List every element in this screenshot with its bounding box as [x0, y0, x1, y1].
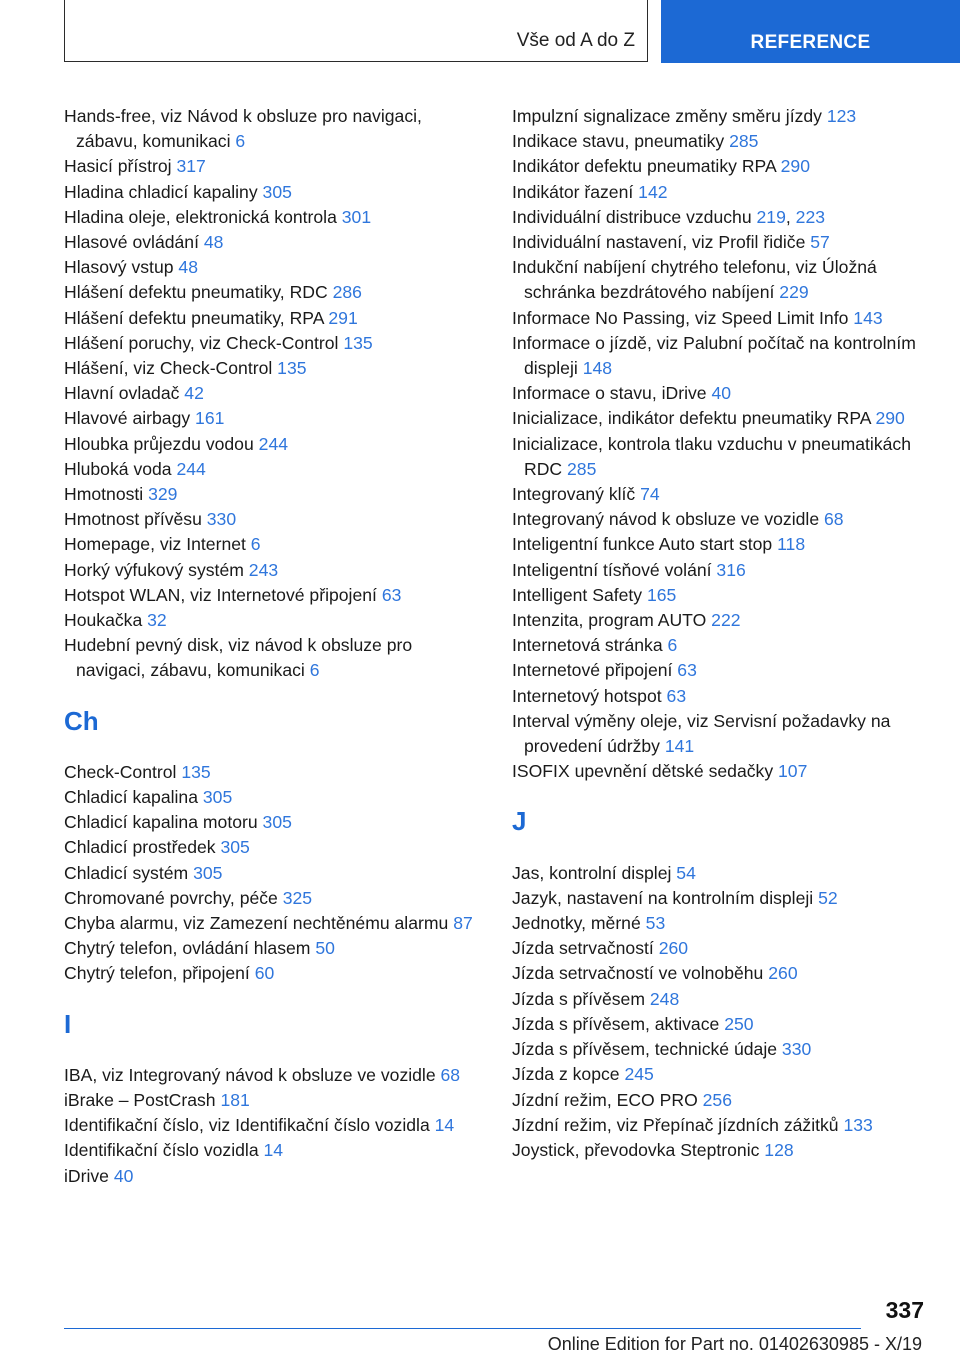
index-entry	[64, 331, 484, 356]
index-entry-text: Jas, kontrolní displej	[512, 862, 672, 883]
index-entry	[64, 961, 484, 986]
index-entry-text: Hlášení defektu pneumatiky, RPA	[64, 307, 324, 328]
index-entry-text: iBrake – PostCrash	[64, 1090, 216, 1111]
index-entry-text: Jízda z kopce	[512, 1064, 620, 1085]
index-entry	[512, 230, 922, 255]
index-entry	[512, 658, 922, 683]
index-entry	[512, 911, 922, 936]
index-entry-text: Jízdní režim, ECO PRO	[512, 1089, 698, 1110]
page-link[interactable]: 74	[640, 484, 660, 505]
index-entry	[512, 1138, 922, 1163]
index-entry-text: Jízda setrvačností	[512, 938, 654, 959]
page-link[interactable]: 223	[795, 206, 826, 227]
index-entry-text: Jazyk, nastavení na kontrolním displeji	[512, 887, 814, 908]
index-entry	[64, 205, 484, 230]
page-link[interactable]: 286	[332, 282, 362, 303]
index-entry-text: Jednotky, měrné	[512, 913, 641, 934]
page-link[interactable]: 260	[658, 938, 689, 959]
page-link[interactable]: 229	[779, 282, 809, 303]
index-entry-text: Indikace stavu, pneumatiky	[512, 131, 725, 152]
index-entry	[512, 633, 922, 658]
index-entry-text: Intelligent Safety	[512, 584, 643, 605]
page-link[interactable]: 291	[328, 307, 358, 328]
page-link[interactable]: 52	[818, 887, 838, 908]
index-entry	[64, 154, 484, 179]
page-number: 337	[885, 1297, 924, 1323]
index-entry	[64, 760, 484, 785]
page-link[interactable]: 87	[453, 913, 473, 934]
page-link[interactable]: 135	[181, 761, 211, 782]
index-entry-text: Informace No Passing, viz Speed Limit Info	[512, 307, 849, 328]
index-entry-text: Jízda s přívěsem, technické údaje	[512, 1039, 778, 1060]
index-entry	[64, 558, 484, 583]
page-link[interactable]: 63	[666, 685, 687, 706]
index-entry-text: Integrovaný klíč	[512, 484, 636, 505]
index-entry-text: Chyba alarmu, viz Zamezení nechtěnému alarmu	[64, 913, 449, 934]
page-link[interactable]: 219	[756, 206, 786, 227]
index-entry-text: Chytrý telefon, připojení	[64, 963, 250, 984]
page-link[interactable]: 48	[203, 232, 224, 253]
page-link[interactable]: 305	[262, 181, 292, 202]
page-link[interactable]: 290	[780, 156, 810, 177]
index-entry-text: Inicializace, indikátor defektu pneumatiky RPA	[512, 408, 871, 429]
index-entry	[512, 1113, 922, 1138]
page-link[interactable]: 40	[113, 1165, 134, 1186]
index-entry-text: Hladina oleje, elektronická kontrola	[64, 206, 337, 227]
index-entry	[64, 835, 484, 860]
index-entry-text: Internetové připojení	[512, 660, 673, 681]
page-link[interactable]: 305	[193, 862, 223, 883]
index-entry-text: Interval výměny oleje, viz Servisní požadavky na provedení údržby	[512, 710, 891, 757]
page-link[interactable]: 165	[646, 584, 677, 605]
index-entry-text: Check-Control	[64, 761, 177, 782]
index-entry-text: Indikátor řazení	[512, 181, 634, 202]
page-link[interactable]: 329	[148, 484, 178, 505]
index-entry-text: Chytrý telefon, ovládání hlasem	[64, 938, 311, 959]
index-entry-text: Chladicí kapalina motoru	[64, 812, 258, 833]
index-entry	[512, 154, 922, 179]
index-entry	[64, 432, 484, 457]
index-entry	[64, 381, 484, 406]
page-link[interactable]: 68	[824, 509, 844, 530]
index-entry	[64, 785, 484, 810]
index-entry	[512, 306, 922, 331]
index-entry-text: Hotspot WLAN, viz Internetové připojení	[64, 584, 377, 605]
index-entry	[512, 482, 922, 507]
index-entry	[64, 1088, 484, 1113]
index-entry	[64, 255, 484, 280]
index-entry-text: Hands-free, viz Návod k obsluze pro navigaci, zábavu, komunikaci	[64, 106, 422, 152]
index-entry	[512, 987, 922, 1012]
index-entry-text: Hlasové ovládání	[64, 232, 199, 253]
index-entry	[64, 886, 484, 911]
index-column-left	[64, 104, 484, 1189]
header-title-box	[64, 0, 648, 62]
index-entry	[64, 633, 484, 683]
index-entry-text: Identifikační číslo, viz Identifikační číslo vozidla	[64, 1115, 430, 1136]
page-link[interactable]: 142	[638, 181, 668, 202]
index-entry-text: Hlavní ovladač	[64, 383, 180, 404]
page-link[interactable]: 325	[282, 887, 313, 908]
index-entry	[64, 104, 484, 154]
section-heading: Ch	[64, 705, 99, 736]
page-link[interactable]: 245	[624, 1064, 654, 1085]
index-entry	[512, 331, 922, 381]
index-entry-text: Informace o jízdě, viz Palubní počítač na kontrolním displeji	[512, 332, 916, 379]
page-link[interactable]: 290	[875, 408, 905, 429]
edition-footer: Online Edition for Part no. 01402630985 - X/19	[547, 1334, 922, 1354]
index-entry-text: Chromované povrchy, péče	[64, 887, 278, 908]
index-entry	[512, 432, 922, 482]
section-heading: J	[512, 806, 527, 837]
index-entry-text: Hudební pevný disk, viz návod k obsluze pro navigaci, zábavu, komunikaci	[64, 635, 413, 681]
section-heading: I	[64, 1008, 72, 1039]
page-link[interactable]: 60	[254, 963, 275, 984]
index-entry-text: Jízda setrvačností ve volnoběhu	[512, 963, 764, 984]
page-link[interactable]: 14	[263, 1140, 284, 1161]
page-link[interactable]: 330	[781, 1039, 812, 1060]
page-link[interactable]: 285	[567, 458, 597, 479]
index-entry-text: Jízda s přívěsem, aktivace	[512, 1013, 720, 1034]
index-entry	[512, 961, 922, 986]
page-link[interactable]: 305	[220, 837, 250, 858]
index-entry-text: Inteligentní funkce Auto start stop	[512, 534, 773, 555]
page-link[interactable]: 244	[258, 433, 289, 454]
index-entry	[512, 180, 922, 205]
index-entry-text: Inteligentní tísňové volání	[512, 559, 712, 580]
page-link[interactable]: 63	[381, 584, 402, 605]
index-column-right	[512, 104, 922, 1163]
index-entry	[512, 1012, 922, 1037]
page-link[interactable]: 143	[853, 307, 883, 328]
index-entry-text: Internetová stránka	[512, 635, 663, 656]
index-entry-text: Houkačka	[64, 610, 143, 631]
index-entry	[64, 406, 484, 431]
page-link[interactable]: 118	[777, 534, 806, 555]
page-link[interactable]: 161	[195, 408, 225, 429]
index-entry-text: Chladicí kapalina	[64, 787, 198, 808]
page-link[interactable]: 243	[248, 559, 279, 580]
page-link[interactable]: 6	[250, 534, 261, 555]
page-link[interactable]: 42	[184, 383, 204, 404]
page-link[interactable]: 54	[676, 862, 696, 883]
page-link[interactable]: 135	[277, 358, 307, 379]
index-entry-text: Hlášení defektu pneumatiky, RDC	[64, 282, 328, 303]
page-link[interactable]: 248	[649, 988, 680, 1009]
index-entry	[512, 507, 922, 532]
index-entry-text: Hladina chladicí kapaliny	[64, 181, 258, 202]
index-entry-text: Hlášení, viz Check-Control	[64, 358, 273, 379]
page-link[interactable]: 317	[176, 156, 206, 177]
index-entry	[512, 886, 922, 911]
page-link[interactable]: 32	[147, 610, 167, 631]
index-entry-text: Hluboká voda	[64, 458, 172, 479]
page-link[interactable]: 141	[664, 736, 695, 757]
index-entry-text: Individuální nastavení, viz Profil řidiče	[512, 232, 806, 253]
reference-tab-label: REFERENCE	[750, 32, 871, 53]
page-link[interactable]: 135	[343, 332, 373, 353]
index-entry	[64, 1063, 484, 1088]
index-entry	[64, 1164, 484, 1189]
page-link[interactable]: 107	[778, 761, 808, 782]
page-link[interactable]: 133	[843, 1114, 873, 1135]
index-entry-text: Chladicí prostředek	[64, 837, 216, 858]
index-entry	[512, 381, 922, 406]
page-link[interactable]: 250	[724, 1013, 754, 1034]
index-entry	[512, 558, 922, 583]
page-link[interactable]: 14	[434, 1115, 455, 1136]
index-entry	[512, 104, 922, 129]
index-entry	[64, 936, 484, 961]
page-link[interactable]: 148	[582, 358, 613, 379]
index-entry	[512, 709, 922, 759]
index-entry	[64, 507, 484, 532]
index-entry	[512, 532, 922, 557]
page-link[interactable]: 40	[711, 383, 732, 404]
page-link[interactable]: 57	[810, 232, 830, 253]
index-entry-text: Horký výfukový systém	[64, 559, 244, 580]
page-link[interactable]: 6	[309, 660, 320, 681]
index-entry-text: Individuální distribuce vzduchu	[512, 206, 752, 227]
index-entry-text: Internetový hotspot	[512, 685, 662, 706]
page-link[interactable]: 256	[702, 1089, 732, 1110]
index-entry	[64, 457, 484, 482]
index-entry	[64, 810, 484, 835]
index-entry	[64, 356, 484, 381]
index-entry-text: Integrovaný návod k obsluze ve vozidle	[512, 509, 820, 530]
index-entry	[512, 1037, 922, 1062]
index-entry-text: iDrive	[64, 1165, 109, 1186]
index-entry	[64, 180, 484, 205]
index-entry	[512, 936, 922, 961]
index-entry-text: Informace o stavu, iDrive	[512, 383, 707, 404]
page-link[interactable]: 50	[315, 938, 335, 959]
index-entry	[512, 608, 922, 633]
index-entry-text: Joystick, převodovka Steptronic	[512, 1139, 760, 1160]
index-entry-text: Hlavové airbagy	[64, 408, 191, 429]
index-entry	[64, 861, 484, 886]
index-entry-text: ISOFIX upevnění dětské sedačky	[512, 761, 774, 782]
index-entry	[64, 583, 484, 608]
index-entry-text: Indukční nabíjení chytrého telefonu, viz Úložná schránka bezdrátového nabíjení	[512, 257, 877, 303]
page-link[interactable]: 330	[206, 509, 237, 530]
index-entry-text: Intenzita, program AUTO	[512, 610, 707, 631]
index-entry	[64, 608, 484, 633]
index-entry	[64, 230, 484, 255]
index-entry-text: Hloubka průjezdu vodou	[64, 433, 254, 454]
page-link[interactable]: 244	[176, 458, 206, 479]
page-link[interactable]: 128	[764, 1139, 794, 1160]
index-entry	[64, 532, 484, 557]
page-link[interactable]: 305	[262, 812, 292, 833]
index-entry	[64, 1138, 484, 1163]
page-link[interactable]: 260	[768, 963, 798, 984]
index-entry	[512, 861, 922, 886]
index-entry-text: Hmotnosti	[64, 484, 144, 505]
index-entry	[512, 684, 922, 709]
page-link[interactable]: 181	[220, 1090, 250, 1111]
index-entry-text: IBA, viz Integrovaný návod k obsluze ve vozidle	[64, 1064, 436, 1085]
page-link[interactable]: 48	[178, 257, 198, 278]
index-entry	[64, 911, 484, 936]
index-entry-text: Impulzní signalizace změny směru jízdy	[512, 106, 822, 126]
page-link[interactable]: 123	[826, 106, 857, 126]
index-entry	[512, 129, 922, 154]
reference-tab[interactable]	[661, 0, 960, 63]
index-entry-text: Hlasový vstup	[64, 257, 174, 278]
page-link[interactable]: 68	[440, 1064, 461, 1085]
index-entry-text: Chladicí systém	[64, 862, 189, 883]
index-entry-text: Hasicí přístroj	[64, 156, 172, 177]
page-link[interactable]: 285	[729, 131, 759, 152]
index-entry: Individuální distribuce vzduchu 219, 223	[512, 206, 826, 227]
index-entry-text: Hmotnost přívěsu	[64, 509, 202, 530]
index-entry-text: Identifikační číslo vozidla	[64, 1140, 259, 1161]
page-link[interactable]: 305	[202, 787, 233, 808]
index-entry	[512, 759, 922, 784]
index-entry	[64, 306, 484, 331]
page-link[interactable]: 63	[677, 660, 697, 681]
index-entry	[512, 255, 922, 305]
index-entry	[64, 1113, 484, 1138]
chapter-title: Vše od A do Z	[516, 30, 635, 51]
page-link[interactable]: 316	[716, 559, 746, 580]
page-link[interactable]: 222	[711, 610, 741, 631]
page-link[interactable]: 6	[235, 131, 246, 152]
footer-divider	[64, 1328, 861, 1329]
index-entry-text: Inicializace, kontrola tlaku vzduchu v pneumatikách RDC	[512, 433, 912, 479]
page-link[interactable]: 301	[341, 206, 372, 227]
index-entry-text: Hlášení poruchy, viz Check-Control	[64, 332, 339, 353]
index-entry	[512, 406, 922, 431]
index-entry	[512, 1088, 922, 1113]
page-link[interactable]: 6	[667, 635, 678, 656]
index-entry	[64, 482, 484, 507]
index-entry-text: Indikátor defektu pneumatiky RPA	[512, 156, 776, 177]
index-entry-text: Jízda s přívěsem	[512, 988, 645, 1009]
index-entry	[512, 583, 922, 608]
index-entry	[512, 1062, 922, 1087]
index-entry-text: Jízdní režim, viz Přepínač jízdních zážitků	[512, 1114, 839, 1135]
index-entry-text: Homepage, viz Internet	[64, 534, 246, 555]
page-link[interactable]: 53	[645, 913, 666, 934]
index-entry	[64, 280, 484, 305]
